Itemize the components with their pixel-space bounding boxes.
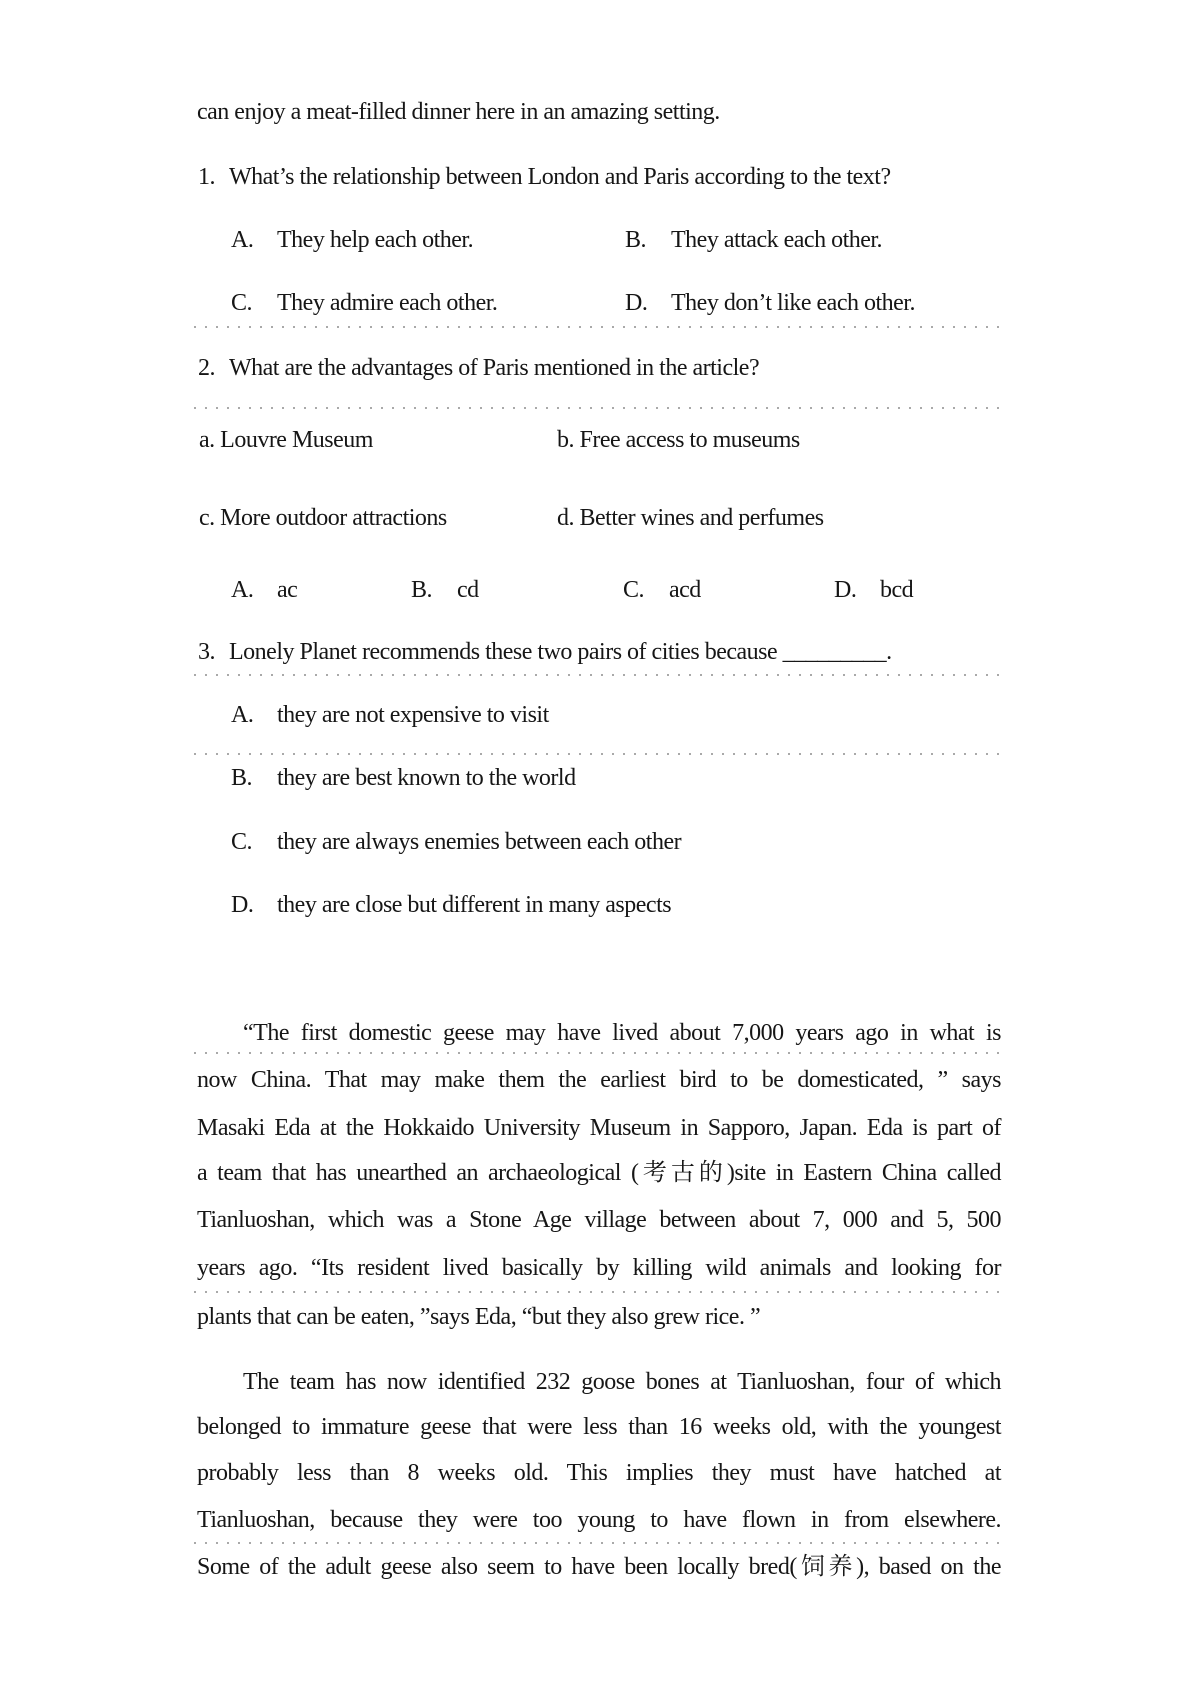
q3-option-c-text: they are always enemies between each other: [277, 829, 682, 855]
q1-option-b-text: They attack each other.: [671, 227, 883, 253]
q3-option-d: [231, 890, 671, 920]
passage-para1-line4: a team that has unearthed an archaeological (考古的)site in Eastern China called: [197, 1160, 1001, 1186]
q2-option-a-text: ac: [277, 577, 298, 603]
intro-line: can enjoy a meat-filled dinner here in an amazing setting.: [197, 99, 720, 125]
question-2: [198, 353, 759, 383]
q1-option-b-label: B.: [625, 227, 647, 253]
passage-para1-line7: plants that can be eaten, ”says Eda, “but they also grew rice. ”: [197, 1304, 761, 1330]
question-1-number: 1.: [198, 164, 215, 190]
q2-option-c-text: acd: [669, 577, 701, 603]
passage-para1-line1: “The first domestic geese may have lived about 7,000 years ago in what is: [243, 1020, 1001, 1046]
q3-option-a-label: A.: [231, 702, 254, 728]
passage-para2-line3: probably less than 8 weeks old. This implies they must have hatched at: [197, 1460, 1001, 1486]
q2-option-a: [231, 575, 297, 605]
q2-option-c-label: C.: [623, 577, 645, 603]
dotted-divider-6: [194, 1291, 1004, 1293]
q1-option-d-text: They don’t like each other.: [671, 290, 915, 316]
passage-para2-line1: The team has now identified 232 goose bones at Tianluoshan, four of which: [243, 1369, 1001, 1395]
q1-option-c: [231, 288, 497, 318]
passage-para1-line3: Masaki Eda at the Hokkaido University Museum in Sapporo, Japan. Eda is part of: [197, 1115, 1001, 1141]
q3-option-c-label: C.: [231, 829, 253, 855]
question-3: [198, 637, 892, 667]
q2-option-d: [834, 575, 913, 605]
q1-option-c-label: C.: [231, 290, 253, 316]
q2-option-b: [411, 575, 479, 605]
q2-item-a: a. Louvre Museum: [199, 427, 373, 453]
q1-option-a-label: A.: [231, 227, 254, 253]
q3-option-b: [231, 763, 576, 793]
q1-option-b: [625, 225, 882, 255]
question-2-text: What are the advantages of Paris mentioned in the article?: [229, 355, 760, 381]
q2-item-c: c. More outdoor attractions: [199, 505, 447, 531]
q3-option-a-text: they are not expensive to visit: [277, 702, 549, 728]
q3-option-b-label: B.: [231, 765, 253, 791]
q2-option-d-label: D.: [834, 577, 857, 603]
q2-item-b: b. Free access to museums: [557, 427, 800, 453]
passage-para1-line5: Tianluoshan, which was a Stone Age village between about 7, 000 and 5, 500: [197, 1207, 1001, 1233]
q3-option-d-label: D.: [231, 892, 254, 918]
question-1: [198, 162, 891, 192]
passage-para1-line2: now China. That may make them the earliest bird to be domesticated, ” says: [197, 1067, 1001, 1093]
passage-para2-line4: Tianluoshan, because they were too young to have flown in from elsewhere.: [197, 1507, 1001, 1533]
dotted-divider-2: [194, 407, 1004, 409]
q1-option-d: [625, 288, 915, 318]
q1-option-c-text: They admire each other.: [277, 290, 498, 316]
q1-option-a-text: They help each other.: [277, 227, 474, 253]
dotted-divider-4: [194, 753, 1004, 755]
passage-para1-line6: years ago. “Its resident lived basically by killing wild animals and looking for: [197, 1255, 1001, 1281]
question-2-number: 2.: [198, 355, 215, 381]
dotted-divider-7: [194, 1542, 1004, 1544]
question-1-text: What’s the relationship between London and Paris according to the text?: [229, 164, 891, 190]
dotted-divider-1: [194, 326, 1004, 328]
q2-option-a-label: A.: [231, 577, 254, 603]
q2-option-b-text: cd: [457, 577, 479, 603]
q3-option-d-text: they are close but different in many aspects: [277, 892, 672, 918]
q3-option-b-text: they are best known to the world: [277, 765, 576, 791]
q3-option-c: [231, 827, 681, 857]
q2-option-d-text: bcd: [880, 577, 914, 603]
q2-option-c: [623, 575, 701, 605]
q1-option-d-label: D.: [625, 290, 648, 316]
passage-para2-line2: belonged to immature geese that were less than 16 weeks old, with the youngest: [197, 1414, 1001, 1440]
dotted-divider-3: [194, 674, 1004, 676]
q2-option-b-label: B.: [411, 577, 433, 603]
passage-para2-line5: Some of the adult geese also seem to have been locally bred(饲养), based on the: [197, 1554, 1001, 1580]
q2-item-d: d. Better wines and perfumes: [557, 505, 824, 531]
q1-option-a: [231, 225, 473, 255]
q3-option-a: [231, 700, 549, 730]
dotted-divider-5: [194, 1052, 1004, 1054]
question-3-text: Lonely Planet recommends these two pairs of cities because _________.: [229, 639, 892, 665]
question-3-number: 3.: [198, 639, 215, 665]
